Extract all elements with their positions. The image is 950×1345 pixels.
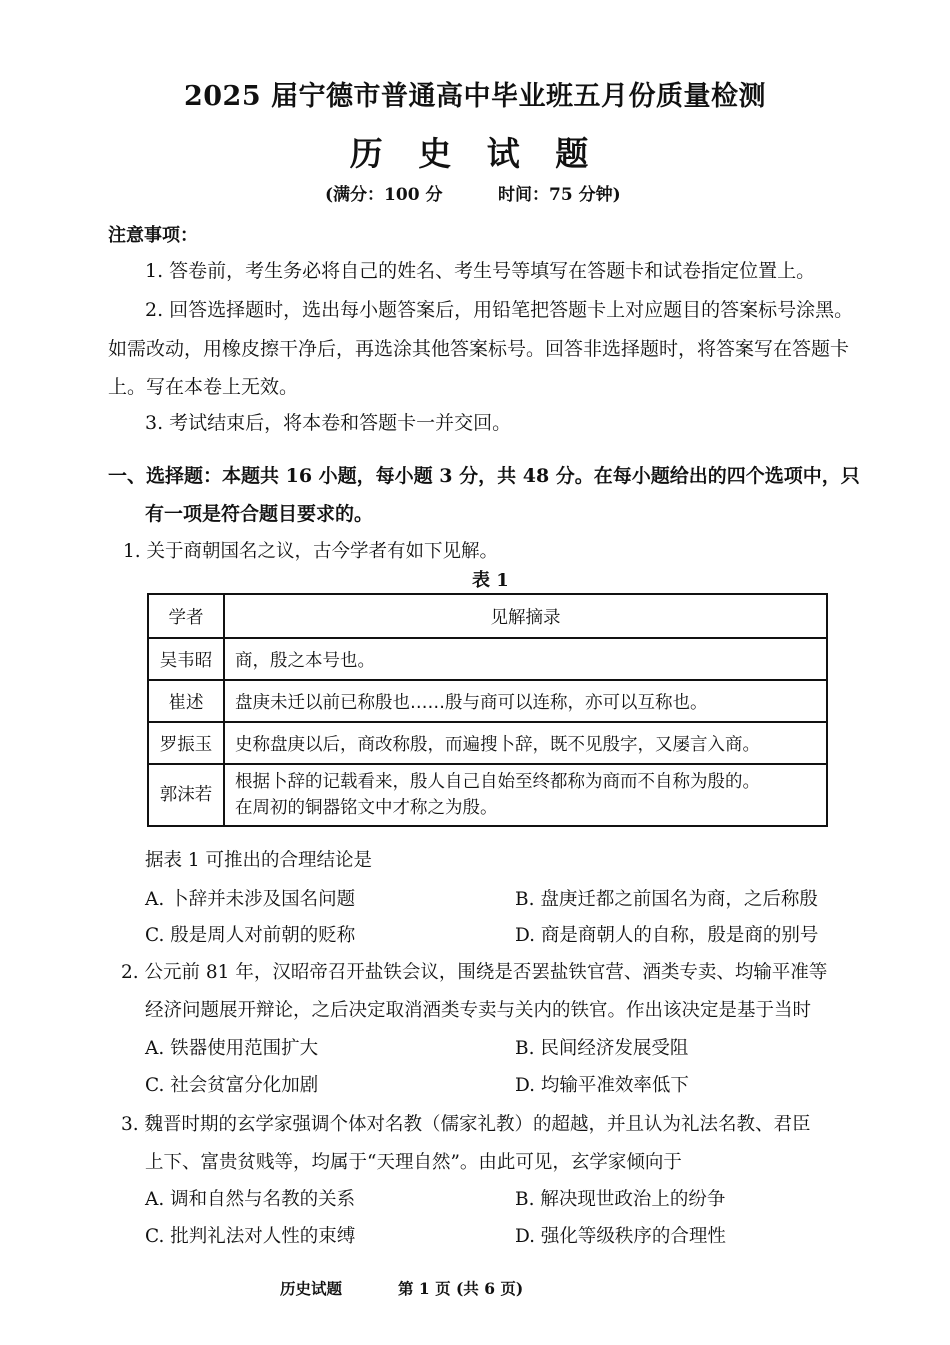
header-scholar: 学者	[148, 594, 224, 638]
row-scholar: 罗振玉	[148, 722, 224, 764]
footer-page-number: 第 1 页 (共 6 页)	[398, 1279, 524, 1298]
notice-title: 注意事项：	[108, 225, 198, 246]
q3-option-c: C. 批判礼法对人性的束缚	[145, 1226, 356, 1247]
q2-stem-line-1: 2. 公元前 81 年，汉昭帝召开盐铁会议，围绕是否罢盐铁官营、酒类专卖、均输平准等	[121, 962, 828, 983]
exam-time: 时间：75 分钟)	[498, 185, 621, 205]
q1-option-c: C. 殷是周人对前朝的贬称	[145, 925, 356, 946]
q3-stem-line-2: 上下、富贵贫贱等，均属于“天理自然”。由此可见，玄学家倾向于	[145, 1152, 682, 1173]
q3-option-a: A. 调和自然与名教的关系	[145, 1189, 356, 1210]
table-caption: 表 1	[472, 570, 509, 591]
q1-option-d: D. 商是商朝人的自称，殷是商的别号	[515, 925, 819, 946]
row-view: 商，殷之本号也。	[224, 638, 827, 680]
q2-option-d: D. 均输平准效率低下	[515, 1075, 689, 1096]
q1-prompt: 据表 1 可推出的合理结论是	[145, 850, 373, 871]
row-view: 盘庚未迁以前已称殷也……殷与商可以连称，亦可以互称也。	[224, 680, 827, 722]
q3-option-d: D. 强化等级秩序的合理性	[515, 1226, 726, 1247]
table-row	[148, 680, 827, 722]
row-view-line-1: 根据卜辞的记载看来，殷人自己自始至终都称为商而不自称为殷的。	[235, 772, 760, 792]
subject-title: 历 史 试 题	[349, 134, 601, 173]
section-1-instructions-cont: 有一项是符合题目要求的。	[145, 503, 374, 525]
table-row	[148, 638, 827, 680]
q1-option-a: A. 卜辞并未涉及国名问题	[145, 889, 356, 910]
row-scholar: 郭沫若	[148, 764, 224, 826]
q2-option-c: C. 社会贫富分化加剧	[145, 1075, 319, 1096]
footer-subject: 历史试题	[280, 1279, 343, 1298]
table-header-row	[148, 594, 827, 638]
q2-stem-line-2: 经济问题展开辩论，之后决定取消酒类专卖与关内的铁官。作出该决定是基于当时	[145, 1000, 812, 1021]
row-scholar: 崔述	[148, 680, 224, 722]
q2-option-b: B. 民间经济发展受阻	[515, 1038, 689, 1059]
q2-option-a: A. 铁器使用范围扩大	[145, 1038, 319, 1059]
full-score: (满分：100 分	[325, 185, 443, 205]
notice-item-3: 3. 考试结束后，将本卷和答题卡一并交回。	[145, 412, 512, 434]
notice-item-1: 1. 答卷前，考生务必将自己的姓名、考生号等填写在答题卡和试卷指定位置上。	[145, 260, 816, 282]
row-view-line-2: 在周初的铜器铭文中才称之为殷。	[235, 798, 498, 818]
scholar-table	[147, 593, 828, 827]
table-row	[148, 722, 827, 764]
notice-item-2-line-2: 如需改动，用橡皮擦干净后，再选涂其他答案标号。回答非选择题时，将答案写在答题卡	[108, 338, 850, 360]
table-row	[148, 764, 827, 826]
row-view	[224, 764, 827, 826]
exam-title: 2025 届宁德市普通高中毕业班五月份质量检测	[183, 81, 767, 112]
q3-option-b: B. 解决现世政治上的纷争	[515, 1189, 726, 1210]
notice-item-2-line-1: 2. 回答选择题时，选出每小题答案后，用铅笔把答题卡上对应题目的答案标号涂黑。	[145, 299, 854, 321]
q3-stem-line-1: 3. 魏晋时期的玄学家强调个体对名教（儒家礼教）的超越，并且认为礼法名教、君臣	[121, 1114, 811, 1135]
q1-option-b: B. 盘庚迁都之前国名为商，之后称殷	[515, 889, 818, 910]
q1-stem: 1. 关于商朝国名之议，古今学者有如下见解。	[123, 541, 499, 562]
header-view: 见解摘录	[224, 594, 827, 638]
section-1-instructions: 一、选择题：本题共 16 小题，每小题 3 分，共 48 分。在每小题给出的四个选项中，只	[108, 465, 860, 487]
row-view: 史称盘庚以后，商改称殷，而遍搜卜辞，既不见殷字，又屡言入商。	[224, 722, 827, 764]
notice-item-2-line-3: 上。写在本卷上无效。	[108, 376, 299, 398]
row-scholar: 吴韦昭	[148, 638, 224, 680]
